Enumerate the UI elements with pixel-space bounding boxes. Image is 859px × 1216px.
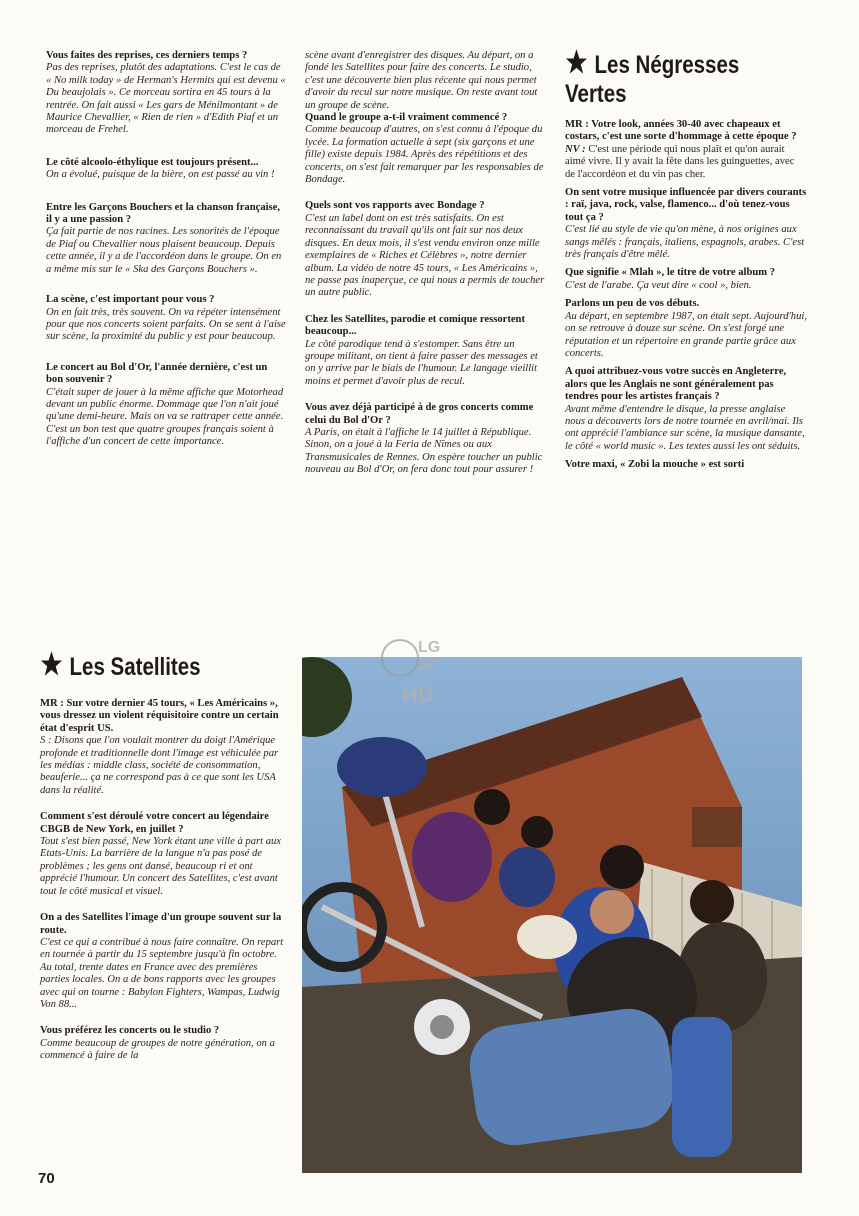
watermark-logo <box>374 626 458 710</box>
answer: Tout s'est bien passé, New York étant une ville à part aux Etats-Unis. La barrière de la langue n'a pas posé de problèmes ; les gens ont dansé, beaucoup ri et ont apprécié l'humour. Un concert des Satellites, c'est avant tout le côté musical et visuel. <box>40 836 282 897</box>
question: Chez les Satellites, parodie et comique ressortent beaucoup... <box>305 313 525 338</box>
qa-block <box>40 1025 285 1062</box>
question: MR : Votre look, années 30-40 avec chapeaux et costars, c'est une sorte d'hommage à cette époque ? <box>565 119 797 143</box>
section-heading-satellites <box>40 650 241 682</box>
question: Entre les Garçons Bouchers et la chanson française, il y a une passion ? <box>46 201 281 226</box>
qa-block <box>565 267 807 292</box>
qa-block <box>40 912 285 1011</box>
answer: C'est de l'arabe. Ça veut dire « cool », bien. <box>565 279 752 291</box>
answer: Pas des reprises, plutôt des adaptations. C'est le cas de « No milk today » de Herman's Hermits qui est devenu « Du beaujolais ». Ce morceau sortira en 45 tours à la rentrée. On fait aussi « Les gars de Ménilmontant » de Maurice Chevallier, « Rien de rien » d'Edith Piaf et un morceau de Frehel. <box>46 62 286 136</box>
qa-block <box>305 112 546 186</box>
answer: Ça fait partie de nos racines. Les sonorités de l'époque de Piaf ou Chevallier nous plaisent beaucoup. Depuis cette année, il y a de l'accordéon dans le groupe. On en a même mis sur le « Ska des Garçons Bouchers ». <box>46 226 282 275</box>
section-heading-text: Les Satellites <box>69 653 201 681</box>
qa-block <box>46 362 286 449</box>
band-photo <box>302 657 802 1173</box>
answer: C'est lié au style de vie qu'on mène, à nos origines aux sangs mêlés : français, italiens, espagnols, arabes. C'est très français d'être mêlé. <box>565 224 805 261</box>
answer: Le côté parodique tend à s'estomper. Sans être un groupe militant, on tient à faire passer des messages et on y arrive par le biais de l'humour. Le langage vieillit moins et permet d'avoir plus de recul. <box>305 338 538 387</box>
band-photo-illustration <box>302 657 802 1173</box>
answer-continuation: scène avant d'enregistrer des disques. Au départ, on a fondé les Satellites pour faire des concerts. Le studio, c'est une découverte bien plus récente qui nous permet d'avoir du recul sur notre musique. On reste avant tout un groupe de scène. <box>305 50 538 111</box>
answer: On a évolué, puisque de la bière, on est passé au vin ! <box>46 169 275 181</box>
question: Quand le groupe a-t-il vraiment commencé ? <box>305 112 508 124</box>
answer: Avant même d'entendre le disque, la presse anglaise nous a découverts lors de notre tournée en avril/mai. Ils ont apprécié l'ambiance sur scène, la musique dansante, le côté « world music ». Les textes aussi les ont séduits. <box>565 403 805 452</box>
question: Quels sont vos rapports avec Bondage ? <box>305 200 485 212</box>
answer: On en fait très, très souvent. On va répéter intensément pour que nos concerts soient parfaits. On se sent à l'aise sur scène, la proximité du public y est pour beaucoup. <box>46 306 286 343</box>
question: Que signifie « Mlah », le titre de votre album ? <box>565 267 775 279</box>
satellites-section <box>40 650 285 1077</box>
watermark-text: HD <box>402 682 434 707</box>
question: Vous préférez les concerts ou le studio ? <box>40 1025 220 1037</box>
question: Parlons un peu de vos débuts. <box>565 298 700 310</box>
answer: Au départ, en septembre 1987, on était sept. Aujourd'hui, on se retrouve à douze sur scène. On s'est forgé une réputation et un répertoire en grande partie grâce aux concerts. <box>565 310 807 359</box>
qa-block <box>305 200 546 299</box>
qa-block <box>40 698 285 797</box>
question: Vous faites des reprises, ces derniers temps ? <box>46 50 248 61</box>
question: Comment s'est déroulé votre concert au légendaire CBGB de New York, en juillet ? <box>40 811 269 835</box>
answer: A Paris, on était à l'affiche le 14 juillet à République. Sinon, on a joué à la Feria de Nîmes ou aux Transmusicales de Rennes. On espère toucher un public nouveau au Bol d'Or, on fera donc tout pour assurer ! <box>305 426 543 476</box>
qa-block <box>565 187 807 261</box>
question: La scène, c'est important pour vous ? <box>46 294 215 306</box>
qa-block <box>46 50 286 137</box>
column-3 <box>565 48 807 472</box>
question: Le concert au Bol d'Or, l'année dernière, c'est un bon souvenir ? <box>46 361 268 386</box>
question: On a des Satellites l'image d'un groupe souvent sur la route. <box>40 912 282 936</box>
star-icon <box>565 48 588 76</box>
question: Vous avez déjà participé à de gros concerts comme celui du Bol d'Or ? <box>305 402 534 426</box>
qa-block <box>565 119 807 181</box>
answer: Comme beaucoup de groupes de notre génération, on a commencé à faire de la <box>40 1037 275 1062</box>
answer-text: C'est une période qui nous plaît et qu'on aurait aimé vivre. Il y avait la fête dans les guinguettes, avec de l'accordéon et du vin pas cher. <box>565 143 795 180</box>
qa-block <box>305 314 546 388</box>
question: A quoi attribuez-vous votre succès en Angleterre, alors que les Anglais ne sont généralement pas tendres pour les artistes français ? <box>565 366 787 403</box>
answer: C'est ce qui a contribué à nous faire connaître. On repart en tournée à partir du 15 septembre jusqu'à fin octobre. Au total, trente dates en France avec des premières parties locales. On a de bons rapports avec les groupes avec qui on tourne : Babylon Fighters, Wampas, Ludwig Von 88... <box>40 936 284 1010</box>
column-1 <box>46 50 286 463</box>
section-heading-text: Les Négresses Vertes <box>565 51 740 108</box>
qa-block <box>46 157 286 182</box>
section-heading-negresses <box>565 48 795 109</box>
answer-prefix: NV : <box>565 143 586 155</box>
answer: C'était super de jouer à la même affiche que Motorhead devant un public énorme. Dommage que l'on n'ait joué qu'une demi-heure. Mais on va se rattraper cette année. C'est un bon test que quatre groupes français soient à l'affiche d'un concert de cette importance. <box>46 386 284 448</box>
answer: Comme beaucoup d'autres, on s'est connu à l'époque du lycée. La formation actuelle à sept (six garçons et une fille) existe depuis 1984. Après des répétitions et des concerts, on s'est fait remarquer par les responsables de Bondage. <box>305 124 544 186</box>
page-number: 70 <box>38 1170 55 1187</box>
question-trailing: Votre maxi, « Zobi la mouche » est sorti <box>565 459 745 471</box>
question: Le côté alcoolo-éthylique est toujours présent... <box>46 156 259 168</box>
question: On sent votre musique influencée par divers courants : raï, java, rock, valse, flamenco... d'où tenez-vous tout ça ? <box>565 187 807 223</box>
column-2 <box>305 50 546 491</box>
qa-block <box>565 366 807 453</box>
qa-block <box>46 294 286 344</box>
question: MR : Sur votre dernier 45 tours, « Les Américains », vous dressez un violent réquisitoire contre un certain état d'esprit US. <box>40 698 279 734</box>
star-icon <box>40 650 63 678</box>
answer: S : Disons que l'on voulait montrer du doigt l'Amérique profonde et traditionnelle dont l'image est véhiculée par les médias : middle class, société de consommation, beauferie... ça ne correspond pas à ce que sont les USA dans la réalité. <box>40 735 279 796</box>
answer <box>565 144 807 181</box>
watermark-text: JP <box>418 657 438 674</box>
qa-block <box>565 298 807 360</box>
watermark-text: LG <box>418 639 441 656</box>
answer: C'est un label dont on est très satisfaits. On est reconnaissant du travail qu'ils ont fait sur nos deux disques. En deux mois, il s'est vendu environ onze mille exemplaires de « Riches et Célèbres », notre dernier album. La vidéo de notre 45 tours, « Les Américains », ne passe pas inaperçue, ce qui nous a permis de toucher un autre public. <box>305 212 545 299</box>
qa-block <box>46 202 286 276</box>
qa-block <box>40 811 285 898</box>
qa-block <box>305 402 546 476</box>
